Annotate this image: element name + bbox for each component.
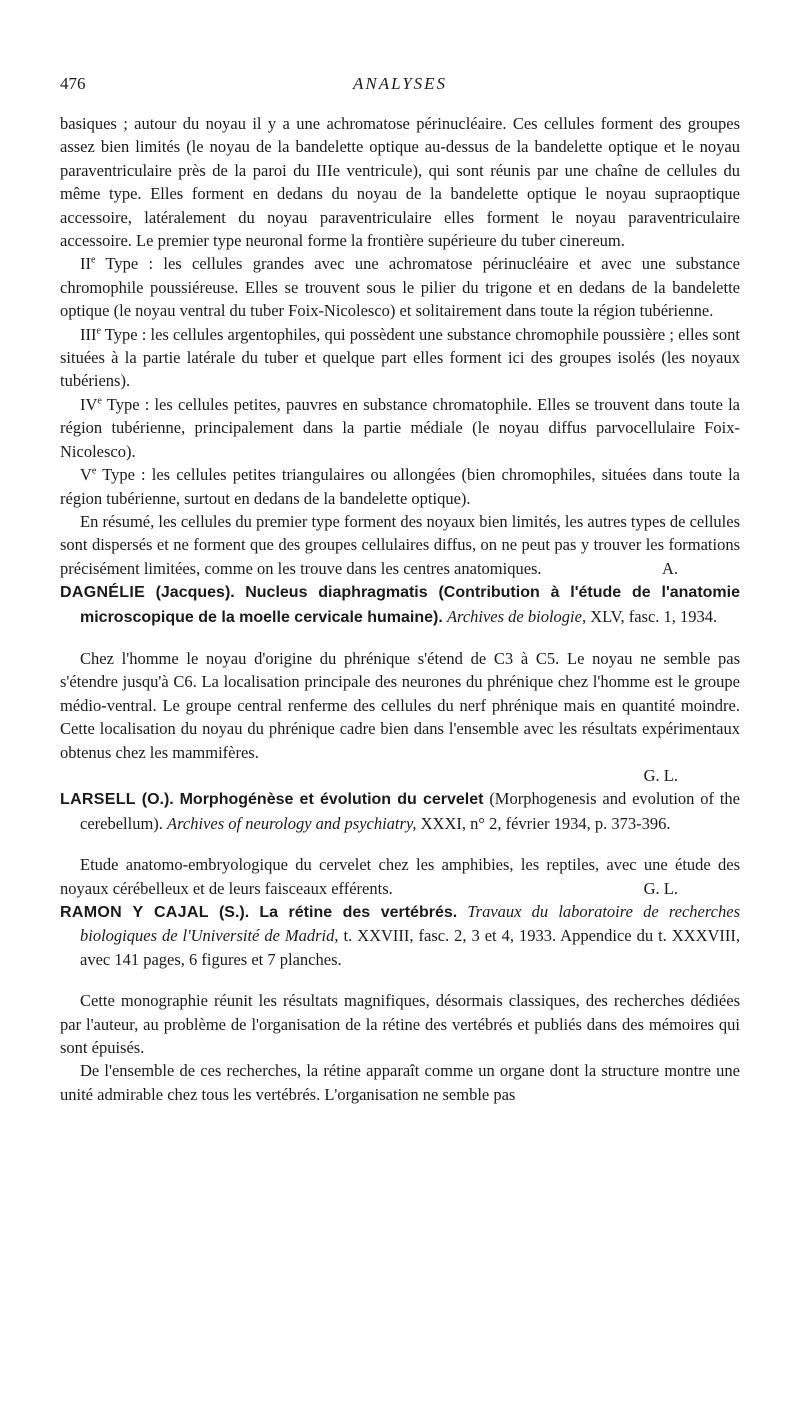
paragraph-text: En résumé, les cellules du premier type forment des noyaux bien limités, les autres types de cellules sont dispersés et ne forment que des groupes cellulaires diffus, on ne peut pas y trouver les formations précisément limitées, comme on les trouve dans les centres anatomiques. <box>60 511 740 578</box>
paragraph-text: Type : les cellules argentophiles, qui possèdent une substance chromophile poussière ; elles sont situées à la partie latérale du tuber et quelque part elles forment ici des groupes isolés (les noyaux tubériens). <box>60 324 740 391</box>
page-number: 476 <box>60 74 86 93</box>
paragraph-text: Type : les cellules grandes avec une achromatose périnucléaire et avec une substance chromophile poussiéreuse. Elles se trouvent sous le pilier du trigone et en dedans de la bandelette optique (le noyau ventral du tuber Foix-Nicolesco) et solitairement dans toute la région tubérienne. <box>60 254 740 321</box>
paragraph-text: Type : les cellules petites triangulaires ou allongées (bien chromophiles, situées dans toute la région tubérienne, surtout en dedans de la bandelette optique). <box>60 465 740 508</box>
entry-journal: Archives de biologie, <box>446 606 587 626</box>
paragraph <box>60 853 740 900</box>
entry-subtitle: (Morphogenesis and evolution of the cerebellum). <box>80 789 741 833</box>
entry-initials: (Jacques). <box>155 584 235 602</box>
entry-title: Nucleus diaphragmatis (Contribution à l'étude de l'anatomie microscopique de la moelle cervicale humaine). <box>80 584 740 626</box>
paragraph <box>60 323 740 393</box>
paragraph <box>60 252 740 322</box>
bibliographic-entry <box>60 787 740 835</box>
paragraph-text: Etude anatomo-embryologique du cervelet chez les amphibies, les reptiles, avec une étude des noyaux cérébelleux et de leurs faisceaux efférents. <box>60 855 740 898</box>
entry-reference: XLV, fasc. 1, 1934. <box>590 606 718 626</box>
entry-initials: (O.). <box>141 791 174 809</box>
paragraph: Chez l'homme le noyau d'origine du phrénique s'étend de C3 à C5. Le noyau ne semble pas s'étendre jusqu'à C6. La localisation principale des neurones du phrénique chez l'homme est le groupe médio-ventral. Le groupe central renferme des cellules du nerf phrénique mais en quantité moindre. Cette localisation du noyau du phrénique cadre bien dans l'ensemble avec les résultats expérimentaux obtenus chez les mammifères. <box>60 648 740 762</box>
superscript: e <box>96 325 101 337</box>
paragraph: basiques ; autour du noyau il y a une achromatose périnucléaire. Ces cellules forment des groupes assez bien limités (le noyau de la bandelette optique au-dessus de la bandelette optique et le noyau paraventriculaire près de la paroi du IIIe ventricule), qui sont réunis par une chaîne de cellules du même type. Elles forment en dedans du noyau de la bandelette optique le noyau supraoptique accessoire, latéralement du noyau paraventriculaire elles forment le noyau paraventriculaire accessoire. Le premier type neuronal forme la frontière supérieure du tuber cinereum. <box>60 114 740 251</box>
bibliographic-entry <box>60 900 740 971</box>
running-title: ANALYSES <box>352 74 448 93</box>
entry-title: La rétine des vertébrés. <box>259 904 458 921</box>
superscript: e <box>97 395 102 407</box>
entry-journal: Travaux du laboratoire de recherches biologiques de l'Université de Madrid, <box>80 902 741 946</box>
reviewer-signature: G. L. <box>643 765 678 785</box>
paragraph: Cette monographie réunit les résultats magnifiques, désormais classiques, des recherches dédiées par l'auteur, au problème de l'organisation de la rétine des vertébrés et publiés dans des mémoires qui sont épuisés. <box>60 991 740 1058</box>
reviewer-signature: G. L. <box>643 878 678 898</box>
paragraph <box>60 510 740 580</box>
entry-journal: Archives of neurology and psychiatry, <box>167 813 417 833</box>
superscript: e <box>91 465 97 477</box>
entry-initials: (S.). <box>218 904 250 921</box>
entry-reference: t. XXVIII, fasc. 2, 3 et 4, 1933. Appendice du t. XXXVIII, avec 141 pages, 6 figures et 7 planches. <box>80 926 741 969</box>
page-body <box>60 112 740 1106</box>
entry-author: LARSELL <box>60 791 136 809</box>
entry-author: RAMON Y CAJAL <box>60 904 209 921</box>
page-header <box>60 74 740 98</box>
entry-author: DAGNÉLIE <box>60 584 146 602</box>
entry-reference: XXXI, n° 2, février 1934, p. 373-396. <box>420 813 671 833</box>
paragraph <box>60 463 740 510</box>
paragraph <box>60 393 740 463</box>
roman-numeral: IV <box>80 394 98 414</box>
paragraph: De l'ensemble de ces recherches, la rétine apparaît comme un organe dont la structure montre une unité admirable chez tous les vertébrés. L'organisation ne semble pas <box>60 1061 740 1104</box>
paragraph-text: Type : les cellules petites, pauvres en substance chromatophile. Elles se trouvent dans toute la région tubérienne, principalement dans la partie médiale (le noyau diffus parvocellulaire Foix-Nicolesco). <box>60 394 740 461</box>
reviewer-signature: A. <box>661 558 678 578</box>
entry-title: Morphogénèse et évolution du cervelet <box>179 791 484 809</box>
bibliographic-entry <box>60 580 740 629</box>
roman-numeral: III <box>80 324 97 344</box>
superscript: e <box>91 254 96 266</box>
roman-numeral: II <box>80 254 91 274</box>
roman-numeral: V <box>80 465 92 485</box>
